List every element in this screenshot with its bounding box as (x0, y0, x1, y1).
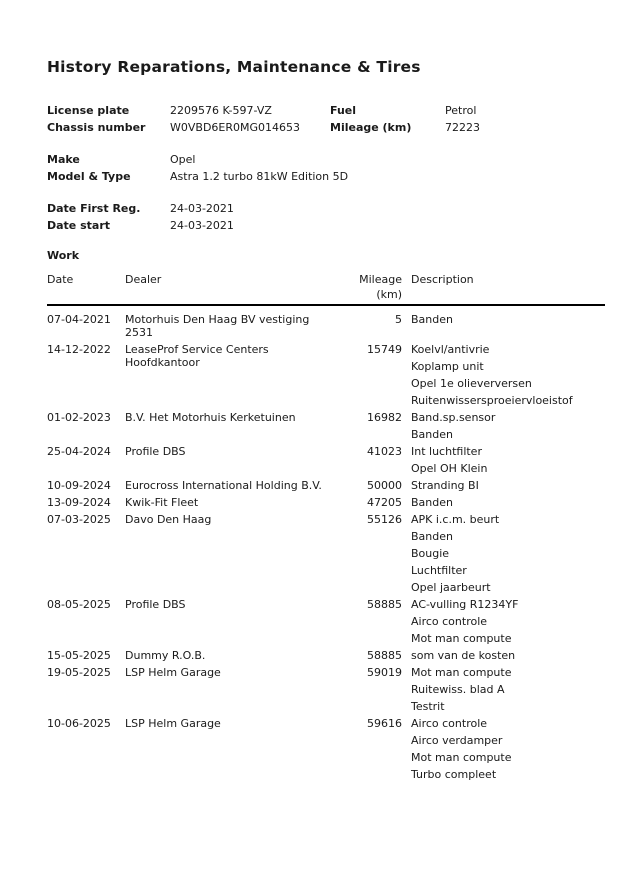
work-description-item: Mot man compute (411, 751, 512, 764)
work-row-mileage: 15749 (367, 343, 402, 356)
work-description-item: Airco controle (411, 717, 488, 730)
work-row-mileage: 47205 (367, 496, 402, 509)
work-description-item: Ruitenwissersproeiervloeistof (411, 394, 573, 407)
work-description-item: Turbo compleet (411, 768, 497, 781)
info-row-model-type (47, 168, 605, 185)
work-row-mileage: 41023 (367, 445, 402, 458)
work-description-item: Int luchtfilter (411, 445, 482, 458)
work-row-date: 19-05-2025 (47, 666, 111, 679)
chassis-number-label: Chassis number (47, 121, 146, 134)
work-table-row (47, 496, 605, 509)
work-section-title: Work (47, 249, 80, 262)
work-description-item: Mot man compute (411, 666, 512, 679)
work-table-row (47, 343, 605, 407)
work-table-row (47, 666, 605, 713)
work-row-descriptions (402, 496, 605, 509)
work-row-mileage: 50000 (367, 479, 402, 492)
work-description-item: Airco verdamper (411, 734, 503, 747)
fuel-value: Petrol (445, 104, 477, 117)
work-row-dealer: Profile DBS (125, 445, 186, 458)
work-row-dealer: LeaseProf Service Centers Hoofdkantoor (125, 343, 269, 369)
work-description-item: Testrit (411, 700, 445, 713)
work-row-dealer: Dummy R.O.B. (125, 649, 206, 662)
work-table-row (47, 649, 605, 662)
work-description-item: Banden (411, 530, 453, 543)
mileage-label: Mileage (km) (330, 121, 412, 134)
work-row-date: 10-06-2025 (47, 717, 111, 730)
work-row-descriptions (402, 666, 605, 713)
work-row-date: 15-05-2025 (47, 649, 111, 662)
work-description-item: Ruitewiss. blad A (411, 683, 505, 696)
work-row-date: 01-02-2023 (47, 411, 111, 424)
work-description-item: Band.sp.sensor (411, 411, 496, 424)
date-start-value: 24-03-2021 (170, 219, 234, 232)
work-table-row (47, 513, 605, 594)
work-description-item: Luchtfilter (411, 564, 467, 577)
work-description-item: Opel OH Klein (411, 462, 488, 475)
work-description-item: APK i.c.m. beurt (411, 513, 500, 526)
work-row-descriptions (402, 598, 605, 645)
work-row-descriptions (402, 313, 605, 339)
work-table-row (47, 717, 605, 781)
work-row-mileage: 16982 (367, 411, 402, 424)
work-row-dealer: B.V. Het Motorhuis Kerketuinen (125, 411, 296, 424)
chassis-number-value: W0VBD6ER0MG014653 (170, 121, 301, 134)
work-row-mileage: 59616 (367, 717, 402, 730)
work-row-date: 14-12-2022 (47, 343, 111, 356)
vehicle-model-group (47, 151, 605, 185)
work-header-dealer: Dealer (125, 273, 162, 286)
work-row-descriptions (402, 411, 605, 441)
work-row-date: 08-05-2025 (47, 598, 111, 611)
fuel-label: Fuel (330, 104, 357, 117)
work-row-descriptions (402, 717, 605, 781)
work-table-row (47, 598, 605, 645)
work-row-dealer: LSP Helm Garage (125, 666, 221, 679)
date-first-reg-value: 24-03-2021 (170, 202, 234, 215)
work-table-header (47, 272, 605, 306)
work-description-item: Banden (411, 428, 453, 441)
work-row-dealer: Eurocross International Holding B.V. (125, 479, 322, 492)
work-row-dealer: Motorhuis Den Haag BV vestiging 2531 (125, 313, 310, 339)
work-description-item: Opel 1e olieverversen (411, 377, 532, 390)
date-start-label: Date start (47, 219, 111, 232)
work-table-row (47, 313, 605, 339)
registration-dates-group (47, 200, 605, 234)
license-plate-value: 2209576 K-597-VZ (170, 104, 272, 117)
work-row-descriptions (402, 343, 605, 407)
work-table-row (47, 445, 605, 475)
work-row-mileage: 55126 (367, 513, 402, 526)
work-description-item: Banden (411, 496, 453, 509)
work-description-item: som van de kosten (411, 649, 516, 662)
work-row-descriptions (402, 445, 605, 475)
make-value: Opel (170, 153, 196, 166)
work-description-item: Opel jaarbeurt (411, 581, 491, 594)
work-description-item: Koelvl/antivrie (411, 343, 490, 356)
license-plate-label: License plate (47, 104, 130, 117)
work-description-item: Airco controle (411, 615, 488, 628)
vehicle-identity-group (47, 102, 605, 136)
work-table-row (47, 411, 605, 441)
work-row-mileage: 5 (395, 313, 402, 326)
work-row-mileage: 58885 (367, 649, 402, 662)
mileage-value: 72223 (445, 121, 480, 134)
work-description-item: Banden (411, 313, 453, 326)
work-row-descriptions (402, 513, 605, 594)
date-first-reg-label: Date First Reg. (47, 202, 141, 215)
model-type-value: Astra 1.2 turbo 81kW Edition 5D (170, 170, 349, 183)
work-row-date: 07-04-2021 (47, 313, 111, 326)
info-row-chassis-mileage (47, 119, 605, 136)
work-row-mileage: 59019 (367, 666, 402, 679)
work-row-date: 10-09-2024 (47, 479, 111, 492)
work-row-date: 07-03-2025 (47, 513, 111, 526)
work-header-description: Description (411, 273, 474, 286)
info-row-date-start (47, 217, 605, 234)
work-row-dealer: LSP Helm Garage (125, 717, 221, 730)
work-row-descriptions (402, 479, 605, 492)
work-description-item: Mot man compute (411, 632, 512, 645)
work-description-item: AC-vulling R1234YF (411, 598, 519, 611)
work-row-mileage: 58885 (367, 598, 402, 611)
work-row-dealer: Kwik-Fit Fleet (125, 496, 199, 509)
work-row-date: 25-04-2024 (47, 445, 111, 458)
work-header-mileage: Mileage (km) (359, 273, 402, 301)
work-table-row (47, 479, 605, 492)
work-row-descriptions (402, 649, 605, 662)
make-label: Make (47, 153, 80, 166)
work-table-body (47, 313, 605, 781)
info-row-license-fuel (47, 102, 605, 119)
work-description-item: Stranding BI (411, 479, 479, 492)
model-type-label: Model & Type (47, 170, 131, 183)
page-title: History Reparations, Maintenance & Tires (47, 58, 421, 76)
work-row-dealer: Davo Den Haag (125, 513, 212, 526)
work-row-dealer: Profile DBS (125, 598, 186, 611)
info-row-date-first-reg (47, 200, 605, 217)
info-row-make (47, 151, 605, 168)
work-description-item: Koplamp unit (411, 360, 484, 373)
work-header-date: Date (47, 273, 74, 286)
work-row-date: 13-09-2024 (47, 496, 111, 509)
work-description-item: Bougie (411, 547, 450, 560)
